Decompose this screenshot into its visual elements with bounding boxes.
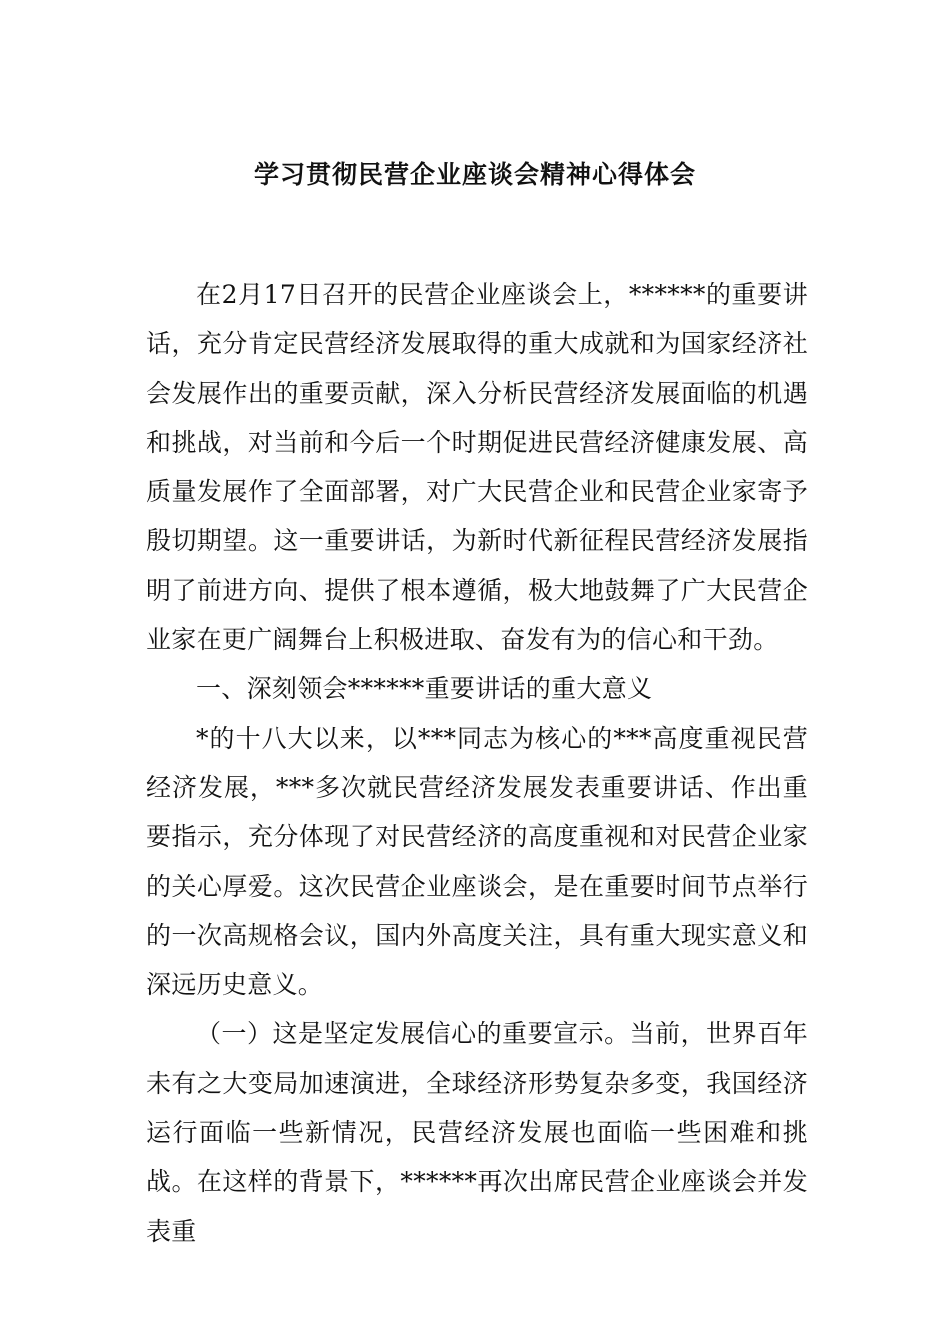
paragraph-subsection-1: （一）这是坚定发展信心的重要宣示。当前，世界百年未有之大变局加速演进，全球经济形势复杂多变，我国经济运行面临一些新情况，民营经济发展也面临一些困难和挑战。在这样的背景下，******再次出席民营企业座谈会并发表重: [146, 1019, 808, 1246]
paragraph-section-1: *的十八大以来，以***同志为核心的***高度重视民营经济发展，***多次就民营经济发展发表重要讲话、作出重要指示，充分体现了对民营经济的高度重视和对民营企业家的关心厚爱。这次民营企业座谈会，是在重要时间节点举行的一次高规格会议，国内外高度关注，具有重大现实意义和深远历史意义。: [146, 723, 808, 1000]
document-title: 学习贯彻民营企业座谈会精神心得体会: [253, 160, 696, 189]
section-heading-1: 一、深刻领会******重要讲话的重大意义: [196, 674, 653, 704]
paragraph-intro: 在2月17日召开的民营企业座谈会上，******的重要讲话，充分肯定民营经济发展取得的重大成就和为国家经济社会发展作出的重要贡献，深入分析民营经济发展面临的机遇和挑战，对当前和今后一个时期促进民营经济健康发展、高质量发展作了全面部署，对广大民营企业和民营企业家寄予殷切期望。这一重要讲话，为新时代新征程民营经济发展指明了前进方向、提供了根本遵循，极大地鼓舞了广大民营企业家在更广阔舞台上积极进取、奋发有为的信心和干劲。: [146, 280, 808, 655]
document-body: [146, 270, 808, 1256]
